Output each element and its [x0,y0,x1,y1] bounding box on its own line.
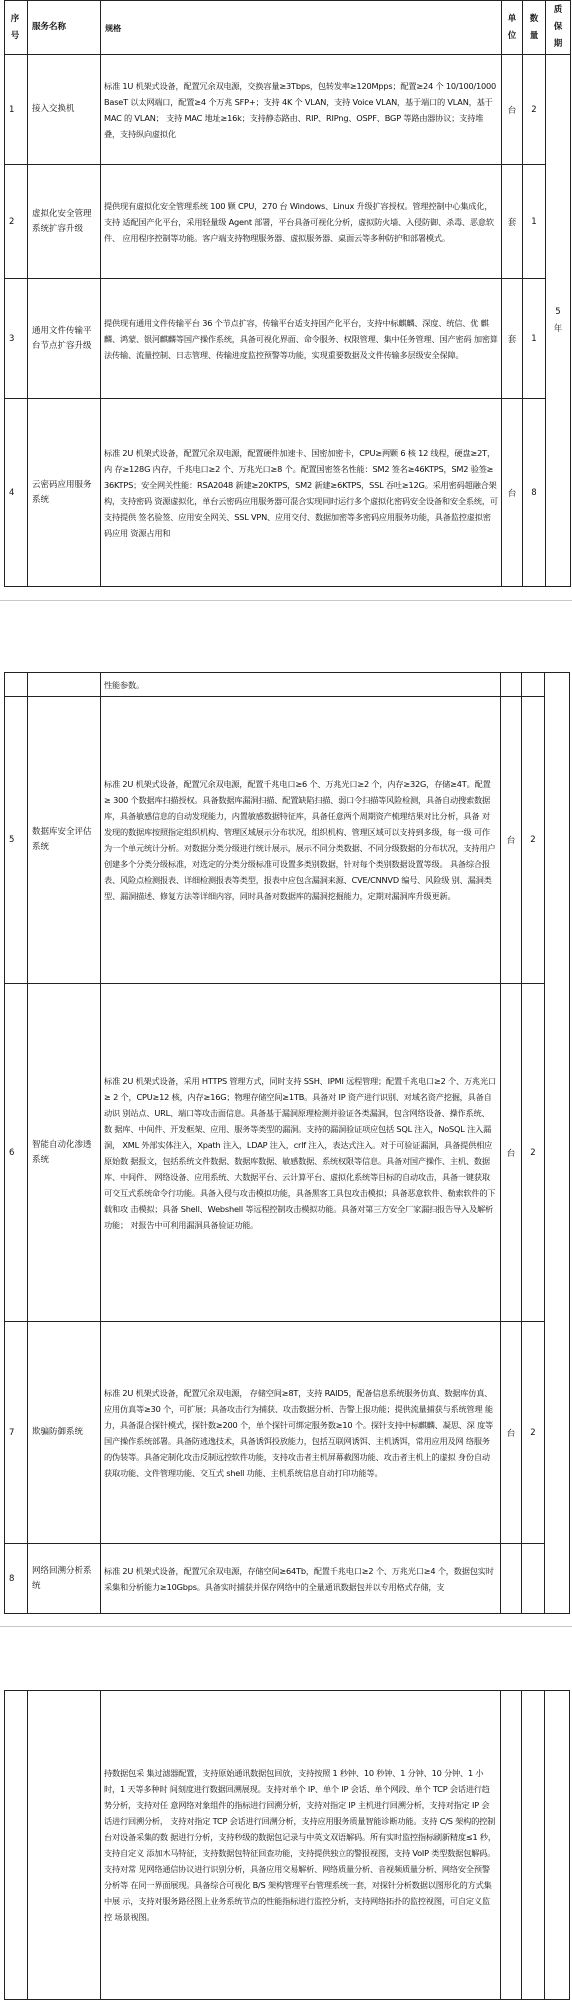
row-no: 3 [5,279,28,399]
row-spec: 提供现有通用文件传输平台 36 个节点扩容，传输平台适支持国产化平台，支持中标麒麟、深度、统信、优 麒麟、鸿蒙、银河麒麟等国产操作系统，具备可视化界面、命令服务、权限管理、集中任务管理、国产密码 加密算法传输、流量控制、日志管理、传输进度监控预警等功能，实现重要数据及文件传输多层级安全保障。 [101,279,502,399]
header-warranty: 质保期 [546,1,571,55]
row-spec: 标准 1U 机架式设备，配置冗余双电源，交换容量≥3Tbps，包转发率≥120Mpps；配置≥24 个 10/100/1000BaseT 以太网端口，配置≥4 个万兆 SFP+；支持 4K 个 VLAN，支持 Voice VLAN，基于端口的 VLAN，基于 MAC 的 VLAN； 支持 MAC 地址≥16k；支持静态路由、RIP、RIPng、OSPF、BGP 等路由器协议；支持堆叠，支持纵向虚拟化 [101,55,502,165]
row-unit [501,1544,522,1614]
document-page-1 [0,0,572,586]
table-row [5,165,571,279]
row-spec: 提供现有虚拟化安全管理系统 100 颗 CPU，270 台 Windows、Linux 升级扩容授权。管理控制中心集成化，支持 适配国产化平台，采用轻量级 Agent 部署，平台具备可视化分析，虚拟防火墙、入侵防御、杀毒、恶意软件、 应用程序控制等功能。客户端支持物理服务器、虚拟服务器、桌面云等多种防护和部署模式。 [101,165,502,279]
row-spec: 标准 2U 机架式设备，配置冗余双电源，配置千兆电口≥6 个、万兆光口≥2 个，内存≥32G，存储≥4T。配置≥ 300 个数据库扫描授权。具备数据库漏洞扫描、配置缺陷扫描、弱口令扫描等风险检测，具备自动搜索数据 库，具备敏感信息的自动发现能力，内置敏感数据特征库，具备任意两个周期资产梳理结果对比分析，具备 对发现的数据库按照指定组织机构、管理区域展示分布状况，组织机构、管理区域可以支持到多级，每一级 可作为一个单元统计分析。对数据分类分级进行统计展示，展示不同分类数据、不同分级数据的分布状况，支持用户创建多个分类分级标准，对选定的分类分级标准可设置多类别数据，针对每个类别数据设置等级。 具备综合报表、风险点检测报表、详细检测报表等类型，报表中应包含漏洞来源、CVE/CNNVD 编号、风险级 别、漏洞类型、漏洞描述、修复方法等详细内容，同时具备对数据库的漏洞挖掘能力，定期对漏洞库升级更新。 [101,697,501,984]
row-no: 6 [5,984,28,1322]
table-row [5,1544,570,1614]
row-no: 4 [5,399,28,587]
row-spec-continued: 性能参数。 [101,673,501,697]
header-spec: 规格 [101,1,502,55]
table-row [5,697,570,984]
header-qty: 数量 [523,1,546,55]
row-spec: 标准 2U 机架式设备，配置冗余双电源， 存储空间≥8T，支持 RAID5，配备信息系统服务仿真、数据库仿真、 应用仿真等≥30 个，可扩展；具备攻击行为捕获、攻击数据分析、告警上报功能；提供流量捕获与系统管理 能力，具备混合探针模式，探针数≥200 个，单个探针可绑定服务数≥10 个。探针支持中标麒麟、凝思、深 度等国产操作系统部署。具备防逃逸技术，具备诱饵投放能力，包括互联网诱饵、主机诱饵，常用应用及网 络服务的伪装等。具备定制化攻击反制远控软件功能，支持攻击者主机屏幕截图功能、攻击者主机上的虚拟 身份自动获取功能、文件管理功能、交互式 shell 功能、主机系统信息自动打印功能等。 [101,1322,501,1544]
document-page-2 [0,672,572,1613]
row-spec: 标准 2U 机架式设备，配置冗余双电源，存储空间≥64Tb，配置千兆电口≥2 个、万兆光口≥4 个，数据包实时 采集和分析能力≥10Gbps。具备实时捕获并保存网络中的全量通讯数据包并以专用格式存储，支 [101,1544,501,1614]
table-row [5,984,570,1322]
row-qty: 8 [523,399,546,587]
page-break-line [0,600,572,601]
page-break-line [0,1626,572,1627]
table-row-continued [5,1691,570,2000]
warranty-cell: 5年 [546,55,571,587]
row-unit: 台 [502,55,523,165]
table-row-continued [5,673,570,697]
row-qty: 1 [523,279,546,399]
row-name: 接入交换机 [28,55,101,165]
row-name: 虚拟化安全管理系统扩容升级 [28,165,101,279]
table-row [5,279,571,399]
row-unit: 台 [501,1322,522,1544]
document-page-3 [0,1690,572,1999]
table-row [5,1322,570,1544]
header-unit: 单位 [502,1,523,55]
header-no: 序号 [5,1,28,55]
row-qty: 2 [523,55,546,165]
row-no: 5 [5,697,28,984]
table-row [5,399,571,587]
spec-table-page-2 [4,672,570,1614]
row-unit: 台 [501,984,522,1322]
row-spec: 标准 2U 机架式设备，配置冗余双电源，配置硬件加速卡、国密加密卡，CPU≥两颗 6 核 12 线程，硬盘≥2T，内 存≥128G 内存，千兆电口≥2 个、万兆光口≥8 个。配置国密签名性能：SM2 签名≥46KTPS，SM2 验签≥36KTPS；安全网关性能：RSA2048 新建≥20KTPS，SM2 新建≥6KTPS，SSL 吞吐≥12G。采用密码超融合架构，支持密码 资源虚拟化，单台云密码应用服务器可混合实现同时运行多个虚拟化密码安全设备和安全系统，可支持提供 签名验签、应用安全网关、SSL VPN、应用交付、数据加密等多密码应用服务功能，具备监控虚拟密码应用 资源占用和 [101,399,502,587]
row-name: 云密码应用服务系统 [28,399,101,587]
row-name: 通用文件传输平台节点扩容升级 [28,279,101,399]
row-no: 8 [5,1544,28,1614]
spec-table-page-1 [4,0,571,587]
row-name: 网络回溯分析系统 [28,1544,101,1614]
spec-table-page-3 [4,1690,570,2000]
row-spec: 标准 2U 机架式设备，采用 HTTPS 管理方式，同时支持 SSH、IPMI 远程管理；配置千兆电口≥2 个、万兆光口≥ 2 个，CPU≥12 核，内存≥16G；物理存储空间≥1TB。具备对 IP 资产进行识别、对域名资产挖掘，具备自动识 别站点、URL、端口等攻击面信息。具备基于漏洞原理检测并验证各类漏洞，包含网络设备、操作系统、数 据库、中间件、开发框架、应用、服务等类型的漏洞。支持的漏洞验证项应包括 SQL 注入，NoSQL 注入漏洞， XML 外部实体注入，Xpath 注入，LDAP 注入，crlf 注入，表达式注入。对于可验证漏洞，具备提供相应原始数 据报文，包括系统文件数据、数据库数据、敏感数据、系统权限等信息。具备对国产操作、主机、数据库、中间件、 网络设备、应用系统、大数据平台、云计算平台、虚拟化系统等目标的自动攻击，具备一键获取可交互式系统命令行功能。具备入侵与攻击模拟功能，具备黑客工具包攻击模拟；具备恶意软件、勒索软件的下载和攻 击模拟；具备 Shell、Webshell 等远程控制攻击模拟功能。具备对第三方安全厂家漏扫报告导入及解析功能； 对报告中可利用漏洞具备验证功能。 [101,984,501,1322]
row-qty: 1 [523,165,546,279]
row-unit: 套 [502,279,523,399]
row-unit: 台 [502,399,523,587]
row-no: 1 [5,55,28,165]
header-name: 服务名称 [28,1,101,55]
row-unit: 套 [502,165,523,279]
row-qty [522,1544,545,1614]
row-no: 7 [5,1322,28,1544]
row-no: 2 [5,165,28,279]
row-name: 智能自动化渗透系统 [28,984,101,1322]
row-qty: 2 [522,1322,545,1544]
row-spec-continued: 持数据包采 集过滤器配置，支持原始通讯数据包回放，支持按照 1 秒钟、10 秒钟、1 分钟、10 分钟、1 小时，1 天等多种时 间刻度进行数据回溯展现。支持对单个 IP、单个 IP 会话、单个网段、单个 TCP 会话进行趋势分析，支持对任 意网络对象组件的指标进行回溯分析，支持对指定 IP 主机进行回溯分析，支持对指定 IP 会话进行回溯分析， 支持对指定 TCP 会话进行回溯分析，支持应用服务质量智能诊断功能。支持 C/S 架构的控制台对设备采集的数 据进行分析，支持秒级的数据包记录与中英文双语解码。所有实时监控指标刷新精度≤1 秒，支持自定义 添加木马特征，支持数据包特征回查功能，支持提供独立的警报视图，支持 VoIP 类型数据包解码。支持对常 见网络通信协议进行识别分析，具备应用交易解析、网络质量分析、音视频质量分析、网络安全预警分析等 在同一界面展现。具备综合可视化 B/S 架构管理平台管理系统一套，对探针分析数据以图形化的方式集中展 示，支持对服务路径图上业务系统节点的性能指标进行监控分析，支持网络拓扑的监控视图，可自定义监控 场景视图。 [101,1691,501,2000]
row-unit: 台 [501,697,522,984]
row-name: 欺骗防御系统 [28,1322,101,1544]
row-qty: 2 [522,697,545,984]
table-header-row [5,1,571,55]
row-qty: 2 [522,984,545,1322]
row-name: 数据库安全评估系统 [28,697,101,984]
table-row [5,55,571,165]
